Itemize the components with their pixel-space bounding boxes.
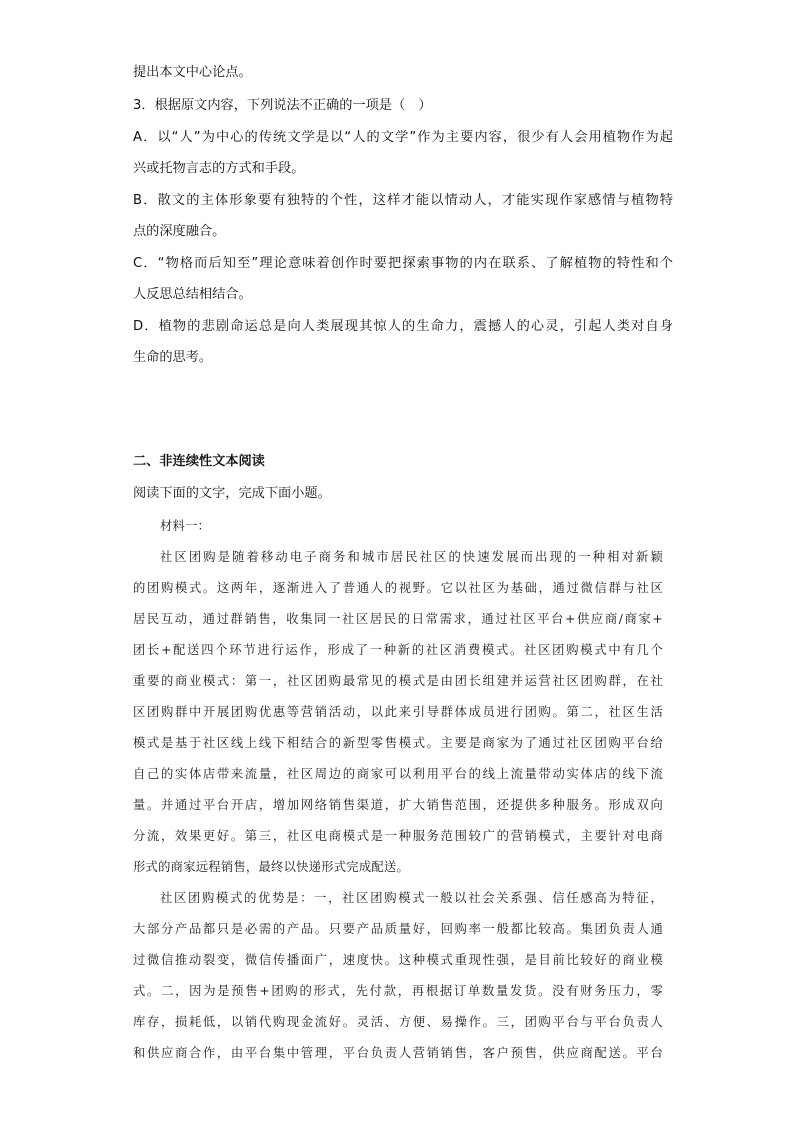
para1-line: 区团购群中开展团购优惠等营销活动，以此来引导群体成员进行团购。第二，社区生活 [133, 705, 663, 719]
option-b-line-1: B．散文的主体形象要有独特的个性，这样才能以情动人，才能实现作家感情与植物特 [133, 193, 673, 208]
para1-line: 量。并通过平台开店，增加网络销售渠道，扩大销售范围，还提供多种服务。形成双向 [133, 798, 663, 812]
para2-line: 过微信推动裂变，微信传播面广，速度快。这种模式重现性强，是目前比较好的商业模 [133, 953, 663, 967]
material-label: 材料一： [160, 519, 211, 533]
option-a-line-2: 兴或托物言志的方式和手段。 [133, 161, 305, 176]
text-line: 提出本文中心论点。 [133, 65, 252, 80]
para2-line: 库存，损耗低，以销代购现金流好。灵活、方便、易操作。三，团购平台与平台负责人 [133, 1015, 663, 1029]
para1-line: 居民互动，通过群销售，收集同一社区居民的日常需求，通过社区平台+供应商/商家+ [133, 612, 663, 626]
option-d-line-2: 生命的思考。 [133, 350, 213, 365]
para1-line: 自己的实体店带来流量，社区周边的商家可以利用平台的线上流量带动实体店的线下流 [133, 767, 663, 781]
para1-line: 社区团购是随着移动电子商务和城市居民社区的快速发展而出现的一种相对新颖 [160, 550, 663, 564]
para2-line: 和供应商合作，由平台集中管理，平台负责人营销销售，客户预售，供应商配送。平台 [133, 1046, 663, 1060]
option-c-line-2: 人反思总结相结合。 [133, 287, 252, 302]
section-instruction: 阅读下面的文字，完成下面小题。 [133, 486, 331, 501]
para1-line: 形式的商家远程销售，最终以快递形式完成配送。 [133, 860, 410, 874]
para1-line: 重要的商业模式：第一，社区团购最常见的模式是由团长组建并运营社区团购群，在社 [133, 674, 663, 688]
para2-line: 大部分产品都只是必需的产品。只要产品质量好，回购率一般都比较高。集团负责人通 [133, 922, 663, 936]
question-3-stem: 3．根据原文内容，下列说法不正确的一项是（ ） [133, 98, 432, 113]
section-title: 二、非连续性文本阅读 [133, 454, 265, 469]
option-c-line-1: C．“物格而后知至”理论意味着创作时要把探索事物的内在联系、了解植物的特性和个 [133, 256, 673, 271]
para1-line: 的团购模式。这两年，逐渐进入了普通人的视野。它以社区为基础，通过微信群与社区 [133, 581, 663, 595]
para1-line: 分流，效果更好。第三，社区电商模式是一种服务范围较广的营销模式，主要针对电商 [133, 829, 663, 843]
para2-line: 式。二，因为是预售+团购的形式，先付款，再根据订单数量发货。没有财务压力，零 [133, 984, 663, 998]
option-a-line-1: A．以“人”为中心的传统文学是以“人的文学”作为主要内容，很少有人会用植物作为起 [133, 130, 673, 145]
para1-line: 模式是基于社区线上线下相结合的新型零售模式。主要是商家为了通过社区团购平台给 [133, 736, 663, 750]
para1-line: 团长+配送四个环节进行运作，形成了一种新的社区消费模式。社区团购模式中有几个 [133, 643, 663, 657]
option-b-line-2: 点的深度融合。 [133, 224, 226, 239]
para2-line: 社区团购模式的优势是：一，社区团购模式一般以社会关系强、信任感高为特征， [160, 891, 663, 905]
option-d-line-1: D．植物的悲剧命运总是向人类展现其惊人的生命力，震撼人的心灵，引起人类对自身 [133, 319, 673, 334]
